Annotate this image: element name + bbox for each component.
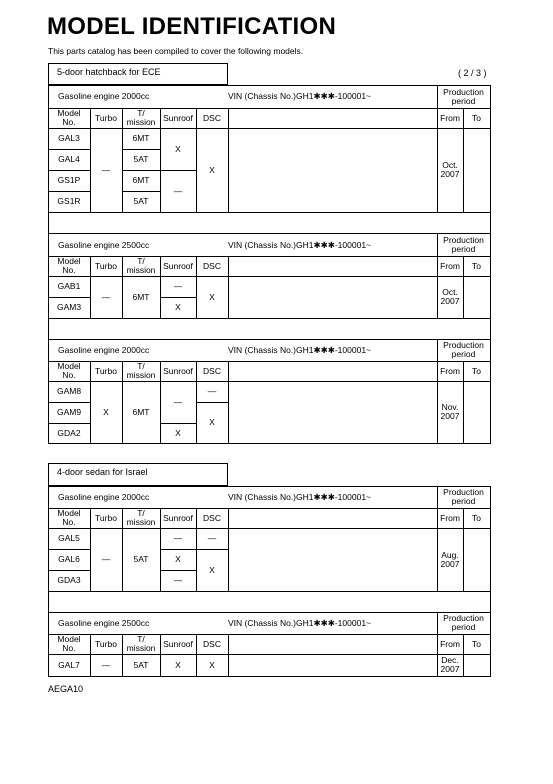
model-number [48,176,90,185]
sunroof-value-line: — [173,575,183,585]
header-turbo-line: Turbo [95,639,117,649]
model-number-line: GAB1 [57,281,81,291]
model-number [48,282,90,291]
header-to-line: To [472,261,481,271]
dsc-value [196,387,228,396]
header-sunroof-line: Sunroof [163,639,193,649]
rule [160,108,161,212]
dsc-value-line: X [209,417,215,427]
rule [48,108,437,109]
transmission-value [122,661,160,670]
header-model-no [48,362,90,380]
dsc-value-line: X [209,660,215,670]
header-turbo-line: Turbo [95,113,117,123]
sunroof-value [160,398,196,407]
sunroof-value-line: X [175,428,181,438]
sunroof-value-line: — [173,281,183,291]
rule [48,528,490,529]
header-turbo [90,640,122,649]
model-number-line: GAM9 [56,407,82,417]
production-from-line: 2007 [440,411,460,421]
header-model-no-line: Model [57,256,81,266]
sunroof-value-line: — [173,533,183,543]
engine-label: Gasoline engine 2000cc [58,91,150,101]
page-indicator: ( 2 / 3 ) [458,68,487,78]
header-transmission-line: T/ [137,256,145,266]
rule [228,256,229,318]
sunroof-value [160,576,196,585]
rule [122,149,160,150]
sunroof-value [160,187,196,196]
header-sunroof [160,262,196,271]
model-number-line: GDA3 [57,575,81,585]
transmission-value [122,155,160,164]
production-period-header-line: period [451,622,476,632]
header-model-no-line: No. [62,117,76,127]
vin-label: VIN (Chassis No.)GH1✱✱✱-100001~ [228,91,372,101]
header-model-no-line: No. [62,370,76,380]
transmission-value [122,176,160,185]
dsc-value-line: X [209,565,215,575]
header-to [463,514,490,523]
sunroof-value-line: X [175,554,181,564]
header-sunroof-line: Sunroof [163,113,193,123]
rule [48,318,490,319]
vin-label: VIN (Chassis No.)GH1✱✱✱-100001~ [228,492,372,502]
production-period-header-line: Production [443,487,484,497]
rule [160,570,196,571]
production-from [437,656,463,674]
rule [463,108,464,212]
production-from [437,403,463,421]
footer-code: AEGA10 [48,684,84,694]
header-to-line: To [472,639,481,649]
production-from-line: 2007 [440,296,460,306]
rule [160,170,196,171]
header-dsc-line: DSC [203,639,221,649]
header-dsc [196,367,228,376]
model-number-line: GAM8 [56,386,82,396]
header-to-line: To [472,513,481,523]
header-model-no [48,509,90,527]
transmission-value-line: 5AT [133,554,149,564]
model-number-line: GAL5 [58,533,80,543]
rule [48,361,437,362]
production-from [437,551,463,569]
engine-label: Gasoline engine 2500cc [58,618,150,628]
rule [48,128,490,129]
model-number [48,429,90,438]
turbo-value-line: X [103,407,109,417]
turbo-value [90,293,122,302]
vin-label: VIN (Chassis No.)GH1✱✱✱-100001~ [228,618,372,628]
production-period-header-line: period [451,244,476,254]
dsc-value [196,534,228,543]
header-from-line: From [440,366,460,376]
header-model-no-line: Model [57,108,81,118]
rule [228,361,229,443]
transmission-value-line: 6MT [132,175,150,185]
table-border [490,85,491,444]
transmission-value [122,134,160,143]
header-sunroof-line: Sunroof [163,513,193,523]
header-model-no [48,635,90,653]
rule [196,549,228,550]
model-number [48,387,90,396]
model-number-line: GAL6 [58,554,80,564]
production-period-header-line: period [451,96,476,106]
header-model-no-line: Model [57,634,81,644]
model-number [48,303,90,312]
sunroof-value [160,555,196,564]
header-transmission [122,362,160,380]
turbo-value-line: — [101,554,111,564]
transmission-value-line: 5AT [133,196,149,206]
production-from-line: 2007 [440,559,460,569]
rule [48,339,490,340]
header-dsc-line: DSC [203,113,221,123]
rule [160,297,196,298]
vin-label: VIN (Chassis No.)GH1✱✱✱-100001~ [228,240,372,250]
sunroof-value [160,534,196,543]
header-transmission-line: mission [126,643,156,653]
header-from-line: From [440,639,460,649]
header-transmission-line: T/ [137,508,145,518]
model-number [48,155,90,164]
header-model-no-line: No. [62,643,76,653]
rule [48,170,90,171]
rule [48,591,490,592]
sunroof-value [160,282,196,291]
rule [437,486,438,591]
production-period-header-line: Production [443,87,484,97]
header-model-no [48,109,90,127]
header-transmission [122,257,160,275]
header-transmission-line: T/ [137,108,145,118]
model-number [48,534,90,543]
rule [48,212,490,213]
header-transmission [122,109,160,127]
header-transmission-line: mission [126,265,156,275]
sunroof-value-line: — [173,186,183,196]
header-to-line: To [472,366,481,376]
rule [160,549,196,550]
header-from-line: From [440,113,460,123]
header-transmission-line: mission [126,517,156,527]
rule [48,256,437,257]
vin-label: VIN (Chassis No.)GH1✱✱✱-100001~ [228,345,372,355]
table-border [490,486,491,677]
rule [48,570,90,571]
rule [437,85,438,212]
sunroof-value-line: — [173,397,183,407]
group-label: 4-door sedan for Israel [48,463,228,486]
turbo-value [90,408,122,417]
header-from-line: From [440,513,460,523]
production-period-header-line: Production [443,235,484,245]
table-border [48,443,491,444]
production-from-line: Oct. [442,287,458,297]
transmission-value [122,408,160,417]
header-turbo [90,514,122,523]
model-number [48,408,90,417]
model-number [48,576,90,585]
sunroof-value [160,145,196,154]
model-number [48,134,90,143]
header-to [463,367,490,376]
sunroof-value-line: X [175,144,181,154]
turbo-value [90,555,122,564]
dsc-value [196,661,228,670]
header-to [463,114,490,123]
rule [228,508,229,591]
production-from [437,161,463,179]
turbo-value-line: — [101,292,111,302]
header-sunroof [160,367,196,376]
table-border [48,85,491,86]
model-number-line: GAM3 [56,302,82,312]
transmission-value [122,555,160,564]
dsc-value [196,293,228,302]
production-period-header [437,341,490,359]
rule [122,191,160,192]
rule [48,149,90,150]
header-turbo [90,262,122,271]
production-from-line: Nov. [441,402,459,412]
model-number [48,661,90,670]
header-sunroof [160,114,196,123]
page-subtitle: This parts catalog has been compiled to cover the following models. [48,46,304,56]
engine-label: Gasoline engine 2000cc [58,492,150,502]
header-dsc [196,114,228,123]
header-dsc [196,640,228,649]
production-from-line: 2007 [440,169,460,179]
transmission-value-line: 6MT [132,407,150,417]
header-model-no-line: No. [62,265,76,275]
model-number-line: GAL3 [58,133,80,143]
sunroof-value [160,429,196,438]
rule [48,654,490,655]
header-model-no-line: Model [57,361,81,371]
transmission-value-line: 6MT [132,133,150,143]
production-period-header [437,488,490,506]
rule [48,233,490,234]
production-from-line: Dec. [441,655,459,665]
rule [48,612,490,613]
model-number-line: GDA2 [57,428,81,438]
dsc-value [196,166,228,175]
header-transmission-line: T/ [137,634,145,644]
transmission-value-line: 5AT [133,154,149,164]
header-to [463,640,490,649]
production-from-line: 2007 [440,664,460,674]
production-period-header-line: Production [443,340,484,350]
rule [437,339,438,443]
header-transmission-line: mission [126,117,156,127]
page-title: MODEL IDENTIFICATION [47,13,337,40]
production-from [437,288,463,306]
production-from-line: Oct. [442,160,458,170]
header-turbo-line: Turbo [95,261,117,271]
production-period-header-line: Production [443,613,484,623]
engine-label: Gasoline engine 2500cc [58,240,150,250]
dsc-value-line: — [207,386,217,396]
production-period-header [437,236,490,254]
header-turbo [90,114,122,123]
header-to [463,262,490,271]
header-dsc-line: DSC [203,513,221,523]
header-transmission [122,635,160,653]
rule [48,423,90,424]
model-number [48,197,90,206]
turbo-value [90,661,122,670]
sunroof-value-line: X [175,302,181,312]
production-period-header [437,614,490,632]
table-border [48,486,491,487]
header-from [437,262,463,271]
dsc-value [196,418,228,427]
production-from-line: Aug. [441,550,459,560]
rule [48,297,90,298]
header-from [437,640,463,649]
model-number-line: GS1R [57,196,81,206]
header-model-no [48,257,90,275]
header-dsc [196,514,228,523]
turbo-value [90,166,122,175]
header-transmission [122,509,160,527]
sunroof-value [160,303,196,312]
production-period-header-line: period [451,496,476,506]
header-sunroof-line: Sunroof [163,261,193,271]
engine-label: Gasoline engine 2000cc [58,345,150,355]
header-dsc [196,262,228,271]
table-border [48,676,491,677]
header-from [437,367,463,376]
turbo-value-line: — [101,165,111,175]
model-number [48,555,90,564]
group-label: 5-door hatchback for ECE [48,63,228,85]
rule [196,402,228,403]
dsc-value-line: — [207,533,217,543]
transmission-value-line: 5AT [133,660,149,670]
dsc-value [196,566,228,575]
header-transmission-line: mission [126,370,156,380]
rule [160,423,196,424]
header-turbo-line: Turbo [95,366,117,376]
transmission-value [122,293,160,302]
transmission-value [122,197,160,206]
rule [90,108,91,212]
header-model-no-line: No. [62,517,76,527]
sunroof-value [160,661,196,670]
rule [196,108,197,212]
header-dsc-line: DSC [203,261,221,271]
sunroof-value-line: X [175,660,181,670]
header-sunroof-line: Sunroof [163,366,193,376]
turbo-value-line: — [101,660,111,670]
rule [48,191,90,192]
model-number-line: GAL7 [58,660,80,670]
rule [228,634,229,676]
rule [48,402,90,403]
header-from [437,114,463,123]
rule [228,108,229,212]
dsc-value-line: X [209,292,215,302]
header-sunroof [160,514,196,523]
rule [48,508,437,509]
model-number-line: GAL4 [58,154,80,164]
rule [48,634,437,635]
header-turbo-line: Turbo [95,513,117,523]
header-dsc-line: DSC [203,366,221,376]
header-transmission-line: T/ [137,361,145,371]
header-from [437,514,463,523]
model-number-line: GS1P [57,175,81,185]
transmission-value-line: 6MT [132,292,150,302]
production-period-header [437,88,490,106]
rule [48,381,490,382]
header-to-line: To [472,113,481,123]
header-turbo [90,367,122,376]
header-sunroof [160,640,196,649]
rule [122,170,160,171]
header-model-no-line: Model [57,508,81,518]
rule [48,276,490,277]
production-period-header-line: period [451,349,476,359]
header-from-line: From [440,261,460,271]
rule [48,549,90,550]
dsc-value-line: X [209,165,215,175]
